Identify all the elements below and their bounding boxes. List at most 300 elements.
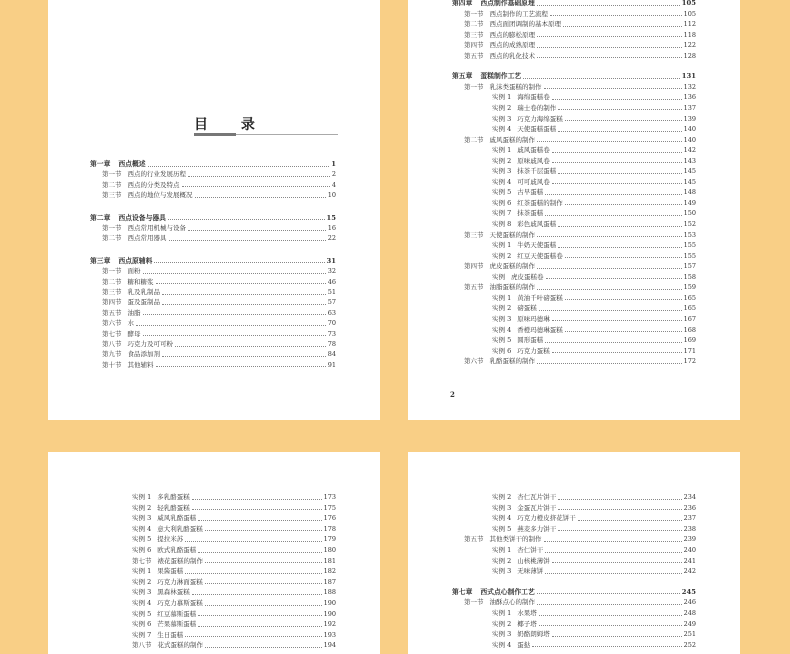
leader-dots (539, 625, 682, 626)
toc-entry-label (464, 535, 542, 543)
toc-case-row (132, 599, 336, 607)
toc-entry-number: 实例 3 (492, 630, 512, 639)
toc-entry-title: 糖和糖浆 (127, 277, 154, 286)
leader-dots (537, 141, 682, 142)
toc-page-ref: 234 (683, 493, 696, 501)
toc-section-row (132, 557, 336, 565)
leader-dots (558, 173, 681, 174)
toc-page-ref: 165 (683, 304, 696, 313)
toc-page-2 (408, 0, 740, 420)
toc-entry-number: 实例 1 (492, 93, 512, 102)
toc-case-row (492, 567, 696, 575)
toc-entry-number: 实例 4 (492, 325, 512, 334)
toc-entry-title: 欧式乳酪蛋糕 (157, 546, 197, 554)
toc-page-ref: 182 (323, 567, 336, 576)
toc-entry-label (102, 361, 154, 369)
toc-entry-number: 实例 3 (492, 503, 512, 512)
toc-page-ref: 142 (683, 146, 696, 155)
toc-case-row (492, 525, 696, 533)
leader-dots (192, 594, 322, 595)
toc-entry-title: 蛋糕制作工艺 (480, 72, 522, 81)
toc-entry-title: 西点制作基础原理 (480, 0, 535, 7)
toc-entry-title: 生日蛋糕 (157, 630, 184, 639)
toc-entry-number: 实例 5 (132, 535, 152, 544)
toc-entry-title: 意大利乳酪蛋糕 (157, 524, 203, 533)
leader-dots (168, 219, 325, 220)
toc-entry-label (102, 170, 186, 178)
leader-dots (558, 530, 681, 531)
toc-page-ref: 169 (683, 336, 696, 345)
toc-entry-number: 第五节 (464, 51, 484, 60)
toc-page-3 (48, 452, 380, 654)
toc-entry-number: 实例 2 (492, 304, 512, 313)
toc-entry-number: 第七章 (452, 587, 473, 596)
toc-section-row (464, 41, 696, 49)
toc-entry-title: 酵母 (127, 329, 141, 338)
toc-entry-title: 巧克力淋面蛋糕 (157, 577, 203, 586)
toc-page-ref: 176 (323, 514, 336, 523)
toc-case-row (492, 620, 696, 628)
toc-page-ref: 46 (327, 277, 336, 286)
toc-section-row (132, 641, 336, 649)
toc-entry-number: 实例 3 (132, 514, 152, 523)
toc-page-ref: 190 (323, 599, 336, 607)
toc-section-row (102, 319, 336, 327)
leader-dots (537, 268, 682, 269)
leader-dots (205, 647, 322, 648)
leader-dots (545, 342, 681, 343)
toc-entry-title: 乳及乳制品 (127, 288, 160, 296)
toc-entry-number: 实例 2 (492, 251, 512, 260)
toc-entry-number: 实例 4 (492, 177, 512, 186)
toc-page-ref: 105 (683, 9, 696, 18)
toc-page-1 (48, 0, 380, 420)
toc-entry-label (452, 0, 535, 7)
toc-entry-title: 红豆天使蛋糕卷 (517, 251, 563, 260)
toc-entry-label (464, 357, 535, 365)
toc-entry-title: 可可戚风卷 (517, 177, 550, 186)
toc-entry-number: 实例 2 (492, 156, 512, 165)
toc-entry-label (132, 535, 183, 543)
toc-entry-title: 山核桃薄饼 (517, 556, 550, 565)
toc-entry-title: 牛奶天使蛋糕 (517, 241, 557, 250)
toc-entry-label (102, 298, 160, 306)
toc-entry-title: 抹茶千层蛋糕 (517, 167, 557, 176)
toc-entry-number: 实例 6 (132, 546, 152, 554)
toc-section-row (102, 361, 336, 369)
leader-dots (545, 194, 681, 195)
toc-entry-number: 第一节 (464, 82, 484, 91)
toc-entry-title: 杏仁饼干 (517, 546, 544, 554)
toc-entry-number: 第五节 (464, 535, 484, 544)
leader-dots (143, 335, 326, 336)
leader-dots (192, 499, 322, 500)
toc-entry-number: 第三节 (464, 30, 484, 39)
toc-entry-title: 巧克力海绵蛋糕 (517, 114, 563, 123)
toc-entry-label (132, 493, 190, 501)
toc-entry-label (132, 620, 196, 628)
toc-section-row (102, 181, 336, 189)
toc-entry-title: 轻乳酪蛋糕 (157, 503, 190, 512)
toc-entry-label (90, 214, 166, 222)
toc-case-row (492, 493, 696, 501)
toc-entry-number: 实例 4 (492, 125, 512, 134)
toc-entry-label (492, 304, 537, 312)
toc-case-row (492, 557, 696, 565)
toc-page-ref: 158 (683, 272, 696, 281)
leader-dots (175, 346, 326, 347)
toc-section-row (464, 52, 696, 60)
toc-entry-title: 乳酪蛋糕的制作 (489, 357, 535, 366)
toc-entry-label (492, 514, 576, 522)
toc-section-row (464, 31, 696, 39)
toc-entry-title: 虎皮蛋糕的制作 (489, 262, 535, 271)
toc-entry-number: 第七节 (102, 329, 122, 338)
toc-case-row (492, 273, 696, 281)
toc-entry-label (492, 525, 556, 533)
toc-entry-label (492, 326, 563, 334)
toc-page-ref: 2 (331, 170, 336, 179)
toc-section-row (464, 357, 696, 365)
toc-entry-number: 实例 1 (132, 567, 152, 576)
toc-entry-number: 第七节 (132, 556, 152, 565)
toc-entry-label (90, 160, 146, 168)
toc-chapter-row (90, 160, 336, 168)
toc-case-row (132, 578, 336, 586)
toc-page-ref: 249 (683, 619, 696, 628)
toc-entry-title: 西点常用器具 (127, 234, 167, 243)
toc-entry-number: 第八节 (102, 340, 122, 348)
toc-page-ref: 132 (683, 82, 696, 91)
toc-section-row (102, 191, 336, 199)
toc-case-row (132, 546, 336, 554)
toc-entry-label (492, 347, 550, 355)
toc-entry-number: 第四节 (464, 41, 484, 50)
leader-dots (523, 78, 680, 79)
leader-dots (537, 363, 682, 364)
toc-entry-label (132, 525, 203, 533)
toc-section-row (102, 330, 336, 338)
toc-entry-label (102, 191, 193, 199)
toc-entry-number: 第二节 (464, 135, 484, 144)
toc-entry-label (464, 231, 535, 239)
toc-entry-title: 西点常用机械与设备 (127, 224, 186, 232)
toc-page-ref: 78 (327, 340, 336, 348)
toc-entry-label (102, 278, 154, 286)
toc-entry-label (464, 598, 535, 606)
toc-entry-title: 黄油千叶磅蛋糕 (517, 293, 563, 302)
toc-page-ref: 168 (683, 325, 696, 334)
toc-case-row (492, 220, 696, 228)
toc-entry-title: 原味玛德琳 (517, 314, 550, 323)
leader-dots (544, 541, 682, 542)
leader-dots (544, 88, 682, 89)
toc-entry-title: 西点的膨松原理 (489, 30, 535, 39)
leader-dots (537, 289, 682, 290)
toc-case-row (132, 631, 336, 639)
toc-entry-title: 水果塔 (517, 609, 537, 617)
toc-entry-title: 巧克力及可可粉 (127, 340, 173, 348)
leader-dots (143, 273, 326, 274)
toc-entry-label (492, 609, 537, 617)
leader-dots (545, 573, 681, 574)
toc-chapter-row (90, 214, 336, 222)
toc-entry-number: 实例 1 (492, 146, 512, 155)
leader-dots (205, 530, 322, 531)
toc-section-row (102, 298, 336, 306)
toc-page-ref: 248 (683, 609, 696, 617)
toc-entry-label (492, 567, 543, 575)
toc-entry-title: 食品添加剂 (127, 350, 160, 359)
leader-dots (205, 605, 322, 606)
leader-dots (565, 120, 682, 121)
toc-entry-label (102, 330, 141, 338)
toc-entry-number: 第一节 (102, 267, 122, 276)
toc-entry-label (492, 546, 543, 554)
toc-entry-title: 蛋及蛋制品 (127, 298, 160, 307)
toc-case-row (492, 241, 696, 249)
toc-chapter-row (452, 0, 696, 7)
toc-case-row (492, 115, 696, 123)
toc-section-row (464, 136, 696, 144)
leader-dots (552, 183, 682, 184)
leader-dots (558, 499, 681, 500)
toc-entry-title: 抹茶蛋糕 (517, 209, 544, 218)
leader-dots (182, 186, 330, 187)
toc-entry-number: 实例 6 (132, 620, 152, 629)
leader-dots (537, 236, 682, 237)
toc-entry-label (492, 188, 543, 196)
toc-entry-label (132, 514, 196, 522)
leader-dots (552, 99, 682, 100)
toc-section-row (102, 340, 336, 348)
toc-entry-number: 实例 5 (492, 188, 512, 197)
toc-page-ref: 165 (683, 293, 696, 302)
toc-page-ref: 193 (323, 630, 336, 639)
toc-page-ref: 155 (683, 251, 696, 260)
toc-page-ref: 153 (683, 230, 696, 239)
toc-page-ref: 139 (683, 114, 696, 123)
toc-page-ref: 150 (683, 209, 696, 218)
toc-case-row (132, 588, 336, 596)
toc-entry-number: 第十节 (102, 360, 122, 369)
toc-case-row (492, 125, 696, 133)
toc-entry-number: 实例 4 (132, 599, 152, 607)
toc-section-row (102, 267, 336, 275)
toc-entry-title: 其他类饼干的制作 (489, 535, 542, 544)
toc-entry-title: 西点的地位与发展概况 (127, 191, 193, 200)
toc-entry-number: 实例 3 (492, 114, 512, 123)
toc-page-ref: 70 (327, 319, 336, 328)
toc-page-ref: 63 (327, 308, 336, 317)
toc-case-row (492, 188, 696, 196)
toc-page-ref: 128 (683, 51, 696, 60)
toc-chapter-row (452, 588, 696, 596)
toc-entry-title: 巧克力慕斯蛋糕 (157, 599, 203, 607)
toc-section-row (464, 283, 696, 291)
leader-dots (192, 509, 322, 510)
toc-case-row (492, 546, 696, 554)
toc-entry-title: 芒果慕斯蛋糕 (157, 620, 197, 629)
toc-case-row (492, 199, 696, 207)
leader-dots (565, 204, 682, 205)
leader-dots (565, 299, 682, 300)
toc-section-row (464, 20, 696, 28)
toc-entry-label (102, 267, 141, 275)
toc-page-ref: 251 (683, 630, 696, 639)
toc-entry-label (102, 224, 186, 232)
toc-entry-label (492, 620, 537, 628)
leader-dots (537, 57, 682, 58)
toc-entry-number: 实例 8 (492, 220, 512, 228)
leader-dots (550, 15, 682, 16)
leader-dots (537, 604, 682, 605)
leader-dots (558, 226, 681, 227)
title-rule-thin (236, 134, 338, 135)
toc-page-ref: 122 (683, 41, 696, 50)
leader-dots (156, 283, 326, 284)
toc-entry-label (464, 31, 535, 39)
toc-case-row (492, 93, 696, 101)
toc-entry-label (492, 294, 563, 302)
toc-entry-title: 花式蛋糕的制作 (157, 641, 203, 650)
toc-entry-number: 第二节 (464, 20, 484, 29)
toc-entry-label (464, 136, 535, 144)
toc-entry-number: 实例 7 (492, 209, 512, 218)
toc-entry-label (492, 241, 556, 249)
toc-page-ref: 181 (323, 556, 336, 565)
toc-entry-number: 第四节 (102, 298, 122, 307)
toc-page-ref: 10 (327, 191, 336, 200)
toc-entry-number: 第三章 (90, 256, 111, 265)
toc-entry-label (132, 557, 203, 565)
toc-page-ref: 240 (683, 546, 696, 554)
leader-dots (558, 109, 681, 110)
leader-dots (143, 314, 326, 315)
toc-section-row (102, 309, 336, 317)
toc-entry-label (492, 220, 556, 228)
toc-title: 目 录 (194, 117, 269, 133)
toc-entry-title: 水 (127, 319, 134, 328)
toc-entry-title: 黑森林蛋糕 (157, 588, 190, 597)
title-rule (194, 133, 236, 136)
toc-section-row (464, 83, 696, 91)
toc-entry-number: 实例 2 (132, 577, 152, 586)
toc-case-row (492, 336, 696, 344)
toc-entry-number: 第一节 (464, 9, 484, 18)
leader-dots (537, 593, 680, 594)
toc-entry-label (492, 104, 556, 112)
toc-entry-number: 第三节 (102, 191, 122, 200)
toc-case-row (492, 178, 696, 186)
toc-entry-title: 原味戚风卷 (517, 156, 550, 165)
toc-section-row (102, 278, 336, 286)
toc-entry-number: 第三节 (464, 230, 484, 239)
leader-dots (558, 509, 681, 510)
toc-section-row (102, 234, 336, 242)
leader-dots (188, 176, 330, 177)
leader-dots (537, 47, 682, 48)
toc-entry-title: 西点的行业发展历程 (127, 170, 186, 179)
leader-dots (578, 520, 682, 521)
leader-dots (156, 366, 326, 367)
toc-entry-number: 第一节 (102, 224, 122, 232)
toc-entry-number: 实例 5 (132, 609, 152, 618)
page-number: 2 (450, 390, 455, 399)
toc-entry-label (464, 41, 535, 49)
leader-dots (565, 257, 682, 258)
leader-dots (563, 26, 682, 27)
toc-entry-label (492, 641, 530, 649)
leader-dots (148, 166, 330, 167)
toc-page-ref: 242 (683, 567, 696, 576)
toc-page-ref: 239 (683, 535, 696, 544)
toc-entry-number: 第四章 (452, 0, 473, 7)
toc-entry-title: 油酥点心的制作 (489, 598, 535, 607)
toc-entry-label (492, 146, 550, 154)
toc-entry-title: 西点原辅料 (118, 256, 153, 265)
toc-entry-title: 西点的分类及特点 (127, 180, 180, 189)
toc-section-row (102, 170, 336, 178)
leader-dots (198, 520, 321, 521)
toc-entry-title: 天使蛋糕蛋糕 (517, 125, 557, 134)
toc-page-ref: 178 (323, 524, 336, 533)
leader-dots (185, 541, 321, 542)
toc-page-ref: 84 (327, 350, 336, 359)
toc-entry-number: 第二章 (90, 213, 111, 222)
toc-page-ref: 246 (683, 598, 696, 607)
leader-dots (154, 262, 324, 263)
toc-entry-number: 第六节 (464, 357, 484, 366)
toc-section-row (102, 288, 336, 296)
toc-entry-title: 香橙玛德琳蛋糕 (517, 325, 563, 334)
toc-page-ref: 31 (326, 256, 336, 265)
toc-entry-number: 实例 5 (492, 524, 512, 533)
leader-dots (558, 131, 681, 132)
toc-entry-title: 西点概述 (118, 160, 146, 168)
toc-entry-title: 瑞士卷的制作 (517, 103, 557, 112)
toc-entry-number: 第二节 (102, 277, 122, 286)
toc-section-row (102, 224, 336, 232)
toc-page-ref: 236 (683, 503, 696, 512)
leader-dots (552, 352, 682, 353)
toc-entry-label (132, 641, 203, 649)
toc-page-ref: 237 (683, 514, 696, 523)
toc-entry-label (492, 209, 543, 217)
leader-dots (532, 646, 681, 647)
toc-page-ref: 16 (327, 224, 336, 232)
leader-dots (185, 573, 321, 574)
toc-page-ref: 252 (683, 640, 696, 649)
toc-entry-title: 古早蛋糕 (517, 188, 544, 197)
toc-entry-title: 彩色戚风蛋糕 (517, 220, 557, 228)
toc-page-ref: 112 (683, 20, 696, 29)
toc-case-row (132, 535, 336, 543)
toc-page-ref: 73 (327, 329, 336, 338)
toc-entry-number: 第二节 (102, 234, 122, 243)
toc-page-ref: 157 (683, 262, 696, 271)
toc-page-ref: 241 (683, 556, 696, 565)
leader-dots (552, 320, 682, 321)
toc-case-row (492, 252, 696, 260)
toc-entry-title: 蛋挞 (517, 640, 531, 649)
toc-case-row (492, 146, 696, 154)
toc-section-row (464, 231, 696, 239)
toc-entry-number: 第四节 (464, 262, 484, 271)
leader-dots (198, 615, 321, 616)
toc-page-ref: 1 (331, 160, 336, 168)
toc-entry-number: 实例 3 (132, 588, 152, 597)
